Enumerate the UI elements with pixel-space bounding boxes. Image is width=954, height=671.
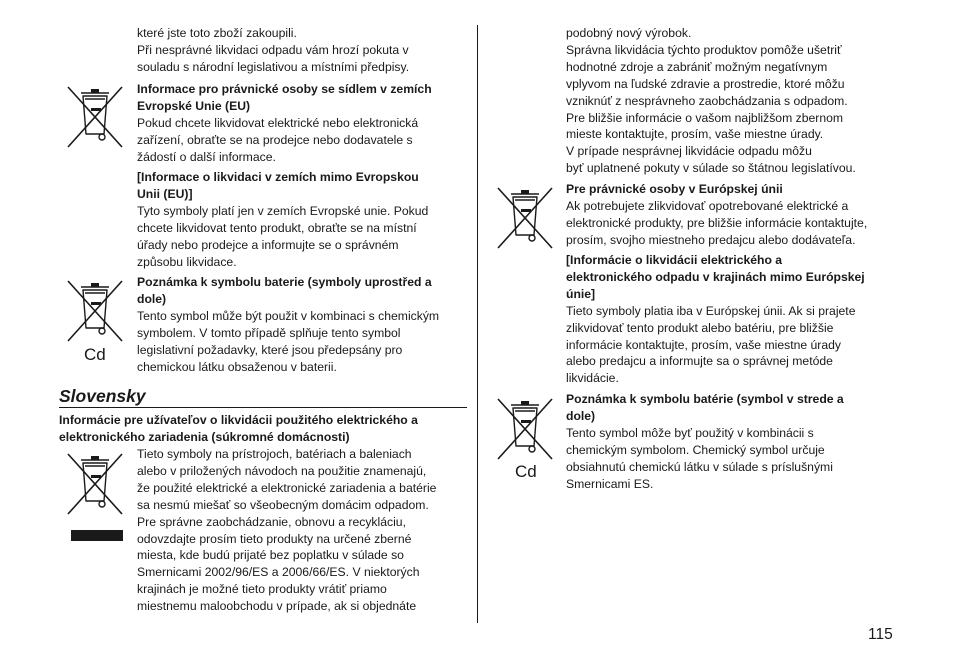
section-title-slovensky: Slovensky [59, 386, 146, 406]
section-heading: [Informace o likvidaci v zemích mimo Evropskou [137, 170, 419, 184]
chemical-symbol-cd: Cd [515, 462, 537, 481]
section-heading: Pre právnické osoby v Európskej únii [566, 182, 783, 196]
section-rule [59, 407, 467, 408]
text-line: miesta, kde budú prijaté bez poplatku v súlade so [137, 548, 404, 563]
text-line: souladu s národní legislativou a místními předpisy. [137, 59, 410, 74]
text-line: elektronické produkty, pre bližšie informácie kontaktujte, [566, 215, 868, 230]
right-eu-business-section [566, 181, 867, 249]
text-line: že použité elektrické a elektronické zariadenia a batérie [137, 480, 437, 495]
text-line: podobný nový výrobok. [566, 26, 692, 40]
left-non-eu-section [137, 169, 428, 270]
sk-private-body [137, 446, 436, 615]
text-line: prosím, svojho miestneho predajcu alebo dodávateľa. [566, 232, 856, 247]
text-line: byť uplatnené pokuty v súlade so štátnou legislatívou. [566, 161, 856, 176]
right-non-eu-section [566, 252, 865, 387]
text-line: chemickým symbolom. Chemický symbol určuje [566, 442, 825, 457]
text-line: alebo predajcu a informujte sa o správnej metóde [566, 354, 833, 369]
text-line: které jste toto zboží zakoupili. [137, 26, 297, 40]
text-line: zlikvidovať tento produkt alebo batériu, pre bližšie [566, 320, 834, 335]
text-line: zařízení, obraťte se na prodejce nebo dodavatele s [137, 132, 413, 147]
right-top-paragraph [566, 25, 856, 177]
left-eu-business-section [137, 81, 432, 166]
text-line: Pre správne zaobchádzanie, obnovu a recykláciu, [137, 514, 406, 529]
text-line: mieste kontaktujte, prosím, vaše miestne úrady. [566, 127, 824, 142]
crossed-out-wheelie-bin-icon [494, 396, 556, 462]
black-bar-symbol [71, 530, 123, 541]
text-line: V prípade nesprávnej likvidácie odpadu môžu [566, 144, 812, 159]
section-heading: Poznámka k symbolu baterie (symboly uprostřed a [137, 275, 432, 289]
text-line: Tieto symboly na prístrojoch, batériach a baleniach [137, 447, 412, 461]
chemical-symbol-cd: Cd [84, 345, 106, 364]
text-line: chcete likvidovat tento produkt, obraťte se na místní [137, 220, 417, 235]
text-line: vplyvom na ľudské zdravie a prostredie, ktoré môžu [566, 76, 845, 91]
crossed-out-wheelie-bin-icon [64, 451, 126, 517]
text-line: alebo v priložených návodoch na použitie znamenajú, [137, 463, 427, 478]
crossed-out-wheelie-bin-icon [494, 185, 556, 251]
sk-private-heading [59, 412, 418, 446]
crossed-out-wheelie-bin-icon [64, 84, 126, 150]
text-line: úřady nebo prodejce a informujte se o správném [137, 237, 399, 252]
section-heading: elektronického odpadu v krajinách mimo Európskej [566, 269, 865, 284]
text-line: Tieto symboly platia iba v Európskej únii. Ak si prajete [566, 303, 856, 318]
page-number: 115 [868, 626, 893, 643]
text-line: Při nesprávné likvidaci odpadu vám hrozí pokuta v [137, 42, 409, 57]
text-line: likvidácie. [566, 371, 619, 386]
column-divider [477, 25, 478, 623]
text-line: Pre bližšie informácie o vašom najbližšom zbernom [566, 110, 844, 125]
section-heading: Evropské Unie (EU) [137, 98, 251, 113]
text-line: symbolem. V tomto případě splňuje tento symbol [137, 325, 401, 340]
text-line: odovzdajte prosím tieto produkty na určené zberné [137, 531, 412, 546]
text-line: obsiahnutú chemickú látku v súlade s príslušnými [566, 459, 833, 474]
section-heading: [Informácie o likvidácii elektrického a [566, 253, 783, 267]
text-line: sa nesmú miešať so všeobecným domácim odpadom. [137, 497, 429, 512]
section-heading: dole) [137, 291, 167, 306]
right-battery-note-section [566, 391, 844, 492]
text-line: Tento symbol môže byť použitý v kombinácii s [566, 425, 814, 440]
text-line: Tento symbol může být použit v kombinaci s chemickým [137, 308, 440, 323]
text-line: krajinách je možné tieto produkty vrátiť priamo [137, 582, 387, 597]
text-line: způsobu likvidace. [137, 254, 237, 269]
section-heading: dole) [566, 408, 596, 423]
text-line: hodnotné zdroje a zabrániť možným negatívnym [566, 59, 828, 74]
section-heading: elektronického zariadenia (súkromné domácnosti) [59, 429, 350, 444]
text-line: Smernicami 2002/96/ES a 2006/66/ES. V niektorých [137, 565, 420, 580]
left-top-paragraph [137, 25, 409, 76]
section-heading: únie] [566, 286, 596, 301]
text-line: informácie kontaktujte, prosím, vaše miestne úrady [566, 337, 842, 352]
text-line: chemickou látku obsaženou v baterii. [137, 359, 337, 374]
text-line: Ak potrebujete zlikvidovať opotrebované elektrické a [566, 198, 849, 213]
section-heading: Unii (EU)] [137, 186, 193, 201]
text-line: legislativní požadavky, které jsou předepsány pro [137, 342, 403, 357]
text-line: Smernicami ES. [566, 476, 654, 491]
text-line: Tyto symboly platí jen v zemích Evropské unie. Pokud [137, 203, 429, 218]
left-battery-note-section [137, 274, 439, 375]
text-line: Správna likvidácia týchto produktov pomôže ušetriť [566, 42, 842, 57]
text-line: žádostí o další informace. [137, 149, 276, 164]
section-heading: Informácie pre užívateľov o likvidácii použitého elektrického a [59, 413, 418, 427]
text-line: miestnemu maloobchodu v prípade, ak si objednáte [137, 599, 417, 614]
section-heading: Poznámka k symbolu batérie (symbol v strede a [566, 392, 844, 406]
section-heading: Informace pro právnické osoby se sídlem v zemích [137, 82, 432, 96]
text-line: vzniknúť z nesprávneho zaobchádzania s odpadom. [566, 93, 848, 108]
text-line: Pokud chcete likvidovat elektrické nebo elektronická [137, 115, 419, 130]
crossed-out-wheelie-bin-icon [64, 278, 126, 344]
